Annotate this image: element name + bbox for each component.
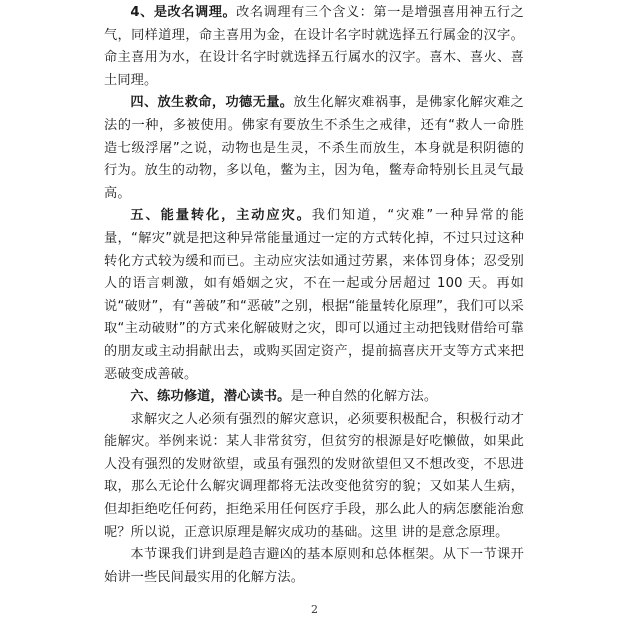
paragraph-heading: 四、放生救命，功德无量。 [130,95,294,111]
paragraph-heading: 4、是改名调理。 [130,5,237,20]
paragraph-rename-adjustment [104,2,524,92]
document-body [104,2,524,589]
paragraph-practice-reading [104,386,524,409]
paragraph-text: 我们知道，“灾难”一种异常的能量，“解灾”就是把这种异常能量通过一定的方式转化掉，不过只过这种转化方式较为缓和而已。主动应灾法如通过劳累，来体罚身体；忍受别人的语言刺激，如有婚姻之灾，不在一起或分居超过 100 天。再如说“破财”，有“善破”和“恶破”之别，根据“能量转化原理”，我们可以采取“主动破财”的方式来化解破财之灾，即可以通过主动把钱财借给可靠的朋友或主动捐献出去，或购买固定资产，提前搞喜庆开支等方式来把恶破变成善破。 [104,208,524,382]
paragraph-heading: 五、能量转化，主动应灾。 [130,208,312,224]
paragraph-release-life [104,92,524,205]
paragraph-awareness-principle [104,409,524,545]
paragraph-text: 放生化解灾难祸事，是佛家化解灾难之法的一种，多被使用。佛家有要放生不杀生之戒律，还有“救人一命胜造七级浮屠”之说，动物也是生灵，不杀生而放生，本身就是积阴德的行为。放生的动物，多以龟，鳖为主，因为龟，鳖寿命特别长且灵气最高。 [104,95,524,201]
paragraph-text: 改名调理有三个含义：第一是增强喜用神五行之气，同样道理，命主喜用为金，在设计名字时就选择五行属金的汉字。命主喜用为水，在设计名字时就选择五行属水的汉字。喜木、喜火、喜土同理。 [104,5,524,88]
paragraph-heading: 六、练功修道，潜心读书。 [130,389,291,405]
paragraph-text: 求解灾之人必须有强烈的解灾意识，必须要积极配合，积极行动才能解灾。举例来说：某人非常贫穷，但贫穷的根源是好吃懒做，如果此人没有强烈的发财欲望，或虽有强烈的发财欲望但又不想改变，不思进取，那么无论什么解灾调理都将无法改变他贫穷的貌；又如某人生病，但却拒绝吃任何药，拒绝采用任何医疗手段，那么此人的病怎麽能治愈呢？所以说，正意识原理是解灾成功的基础。这里 讲的是意念原理。 [104,411,524,540]
paragraph-text: 是一种自然的化解方法。 [290,389,438,405]
paragraph-text: 本节课我们讲到是趋吉避凶的基本原则和总体框架。从下一节课开始讲一些民间最实用的化解方法。 [104,547,524,585]
paragraph-energy-conversion [104,205,524,386]
page-number: 2 [311,603,318,616]
paragraph-section-summary [104,544,524,589]
